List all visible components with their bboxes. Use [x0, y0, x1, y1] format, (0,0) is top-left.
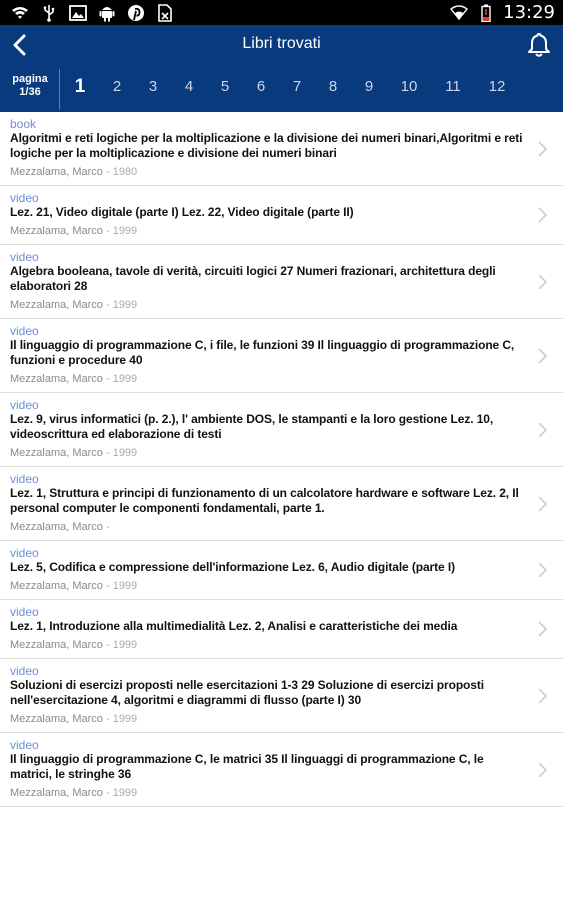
- item-author: Mezzalama, Marco: [10, 639, 103, 651]
- item-author: Mezzalama, Marco: [10, 225, 103, 237]
- item-title: Soluzioni di esercizi proposti nelle esercitazioni 1-3 29 Soluzione di esercizi proposti nell'esercitazione 4, algoritmi e diagrammi di flusso (parte I) 30: [10, 678, 484, 707]
- chevron-right-icon: [537, 421, 549, 439]
- chevron-right-icon: [537, 495, 549, 513]
- item-type-label: video: [10, 250, 39, 264]
- system-indicators: [449, 0, 555, 25]
- document-icon: [155, 3, 174, 22]
- item-type-label: video: [10, 664, 39, 678]
- item-type-label: video: [10, 324, 39, 338]
- item-year: - 1999: [102, 639, 138, 651]
- item-author: Mezzalama, Marco: [10, 166, 103, 178]
- item-meta: [10, 521, 525, 534]
- status-bar: [0, 0, 563, 25]
- item-meta: [10, 580, 525, 593]
- list-item[interactable]: [0, 600, 563, 659]
- item-author: Mezzalama, Marco: [10, 580, 103, 592]
- item-author: Mezzalama, Marco: [10, 521, 103, 533]
- status-time: 13:29: [503, 2, 555, 23]
- item-title: Algebra booleana, tavole di verità, circuiti logici 27 Numeri frazionari, architettura degli elaboratori 28: [10, 264, 496, 293]
- item-type-label: video: [10, 472, 39, 486]
- page-indicator: [0, 65, 60, 112]
- image-icon: [68, 3, 87, 22]
- item-author: Mezzalama, Marco: [10, 713, 103, 725]
- item-year: - 1999: [102, 299, 138, 311]
- item-title: Il linguaggio di programmazione C, i file, le funzioni 39 Il linguaggio di programmazione C, funzioni e procedure 40: [10, 338, 515, 367]
- page-link-8[interactable]: 8: [328, 78, 338, 95]
- list-item[interactable]: [0, 319, 563, 393]
- list-item[interactable]: [0, 245, 563, 319]
- list-item[interactable]: [0, 112, 563, 186]
- item-author: Mezzalama, Marco: [10, 447, 103, 459]
- item-author: Mezzalama, Marco: [10, 373, 103, 385]
- item-meta: [10, 713, 525, 726]
- item-year: -: [102, 521, 110, 533]
- list-item[interactable]: [0, 393, 563, 467]
- item-title: Il linguaggio di programmazione C, le matrici 35 Il linguaggi di programmazione C, le matrici, le stringhe 36: [10, 752, 484, 781]
- item-title: Lez. 5, Codifica e compressione dell'informazione Lez. 6, Audio digitale (parte I): [10, 560, 455, 574]
- item-type-label: book: [10, 117, 37, 131]
- item-meta: [10, 225, 525, 238]
- page-indicator-label: pagina: [12, 73, 48, 85]
- item-author: Mezzalama, Marco: [10, 299, 103, 311]
- item-meta: [10, 639, 525, 652]
- android-icon: [97, 3, 116, 22]
- chevron-right-icon: [537, 561, 549, 579]
- page-link-5[interactable]: 5: [220, 78, 230, 95]
- item-meta: [10, 299, 525, 312]
- item-meta: [10, 373, 525, 386]
- notification-icons: [10, 3, 174, 22]
- item-year: - 1999: [102, 787, 138, 799]
- battery-low-icon: [476, 3, 495, 22]
- page-link-10[interactable]: 10: [400, 78, 418, 95]
- item-title: Lez. 9, virus informatici (p. 2.), l' ambiente DOS, le stampanti e la loro gestione Lez. 10, videoscrittura ed elaborazione di testi: [10, 412, 494, 441]
- app-bar: [0, 25, 563, 65]
- page-link-4[interactable]: 4: [184, 78, 194, 95]
- list-item[interactable]: [0, 186, 563, 245]
- item-title: Lez. 1, Introduzione alla multimedialità Lez. 2, Analisi e caratteristiche dei media: [10, 619, 458, 633]
- page-link-1[interactable]: 1: [74, 76, 86, 97]
- item-author: Mezzalama, Marco: [10, 787, 103, 799]
- wifi-signal-icon: [10, 3, 29, 22]
- chevron-right-icon: [537, 620, 549, 638]
- item-meta: [10, 447, 525, 460]
- chevron-right-icon: [537, 687, 549, 705]
- item-year: - 1999: [102, 447, 138, 459]
- pinterest-icon: [126, 3, 145, 22]
- chevron-right-icon: [537, 761, 549, 779]
- page-link-3[interactable]: 3: [148, 78, 158, 95]
- item-meta: [10, 787, 525, 800]
- item-title: Algoritmi e reti logiche per la moltiplicazione e la divisione dei numeri binari,Algoritmi e reti logiche per la moltiplicazione e divisione dei numeri binari: [10, 131, 523, 160]
- item-year: - 1980: [102, 166, 138, 178]
- list-item[interactable]: [0, 733, 563, 807]
- list-item[interactable]: [0, 659, 563, 733]
- item-year: - 1999: [102, 225, 138, 237]
- list-item[interactable]: [0, 467, 563, 541]
- notifications-button[interactable]: [523, 29, 555, 61]
- chevron-right-icon: [537, 206, 549, 224]
- item-type-label: video: [10, 605, 39, 619]
- item-year: - 1999: [102, 580, 138, 592]
- results-list: [0, 112, 563, 807]
- item-title: Lez. 1, Struttura e principi di funzionamento di un calcolatore hardware e software Lez. 2, Il personal computer le componenti fondamentali, parte 1.: [10, 486, 519, 515]
- page-indicator-count: 1/36: [19, 86, 41, 98]
- wifi-icon: [449, 3, 468, 22]
- chevron-right-icon: [537, 140, 549, 158]
- chevron-right-icon: [537, 347, 549, 365]
- page-link-11[interactable]: 11: [445, 78, 461, 95]
- item-type-label: video: [10, 398, 39, 412]
- page-title: Libri trovati: [242, 35, 321, 52]
- item-meta: [10, 166, 525, 179]
- page-link-12[interactable]: 12: [488, 78, 506, 95]
- page-link-2[interactable]: 2: [112, 78, 122, 95]
- pagination-bar: [0, 65, 563, 112]
- item-type-label: video: [10, 191, 39, 205]
- page-link-7[interactable]: 7: [292, 78, 302, 95]
- bell-icon: [527, 32, 551, 58]
- page-link-6[interactable]: 6: [256, 78, 266, 95]
- chevron-right-icon: [537, 273, 549, 291]
- item-type-label: video: [10, 546, 39, 560]
- list-item[interactable]: [0, 541, 563, 600]
- usb-icon: [39, 3, 58, 22]
- item-year: - 1999: [102, 373, 138, 385]
- item-title: Lez. 21, Video digitale (parte I) Lez. 22, Video digitale (parte II): [10, 205, 354, 219]
- pager-divider: [59, 69, 60, 110]
- page-link-9[interactable]: 9: [364, 78, 374, 95]
- item-type-label: video: [10, 738, 39, 752]
- item-year: - 1999: [102, 713, 138, 725]
